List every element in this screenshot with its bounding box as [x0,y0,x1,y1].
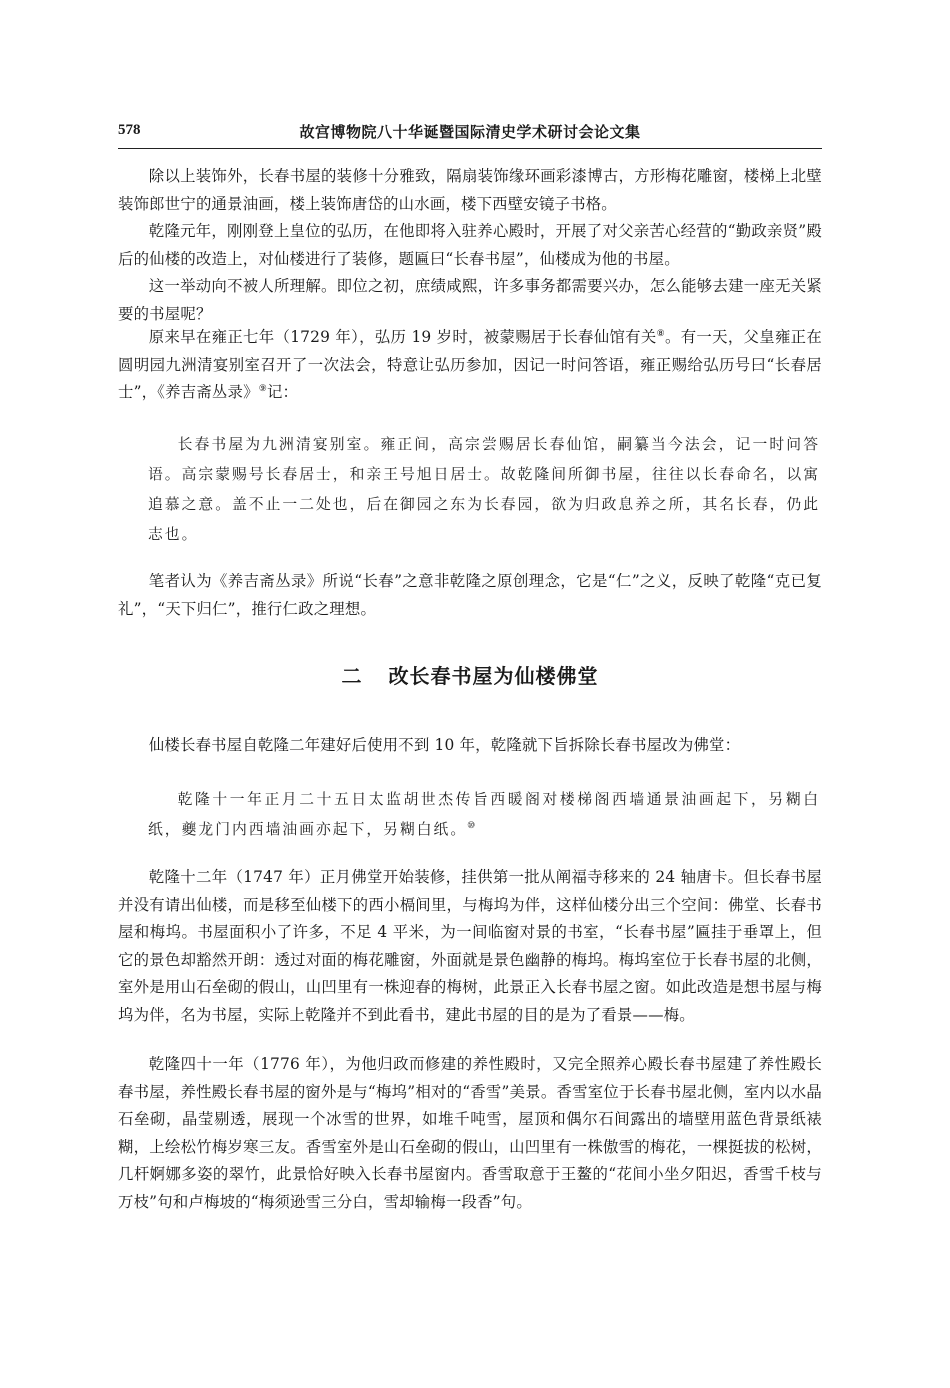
paragraph-decoration: 除以上装饰外，长春书屋的装修十分雅致，隔扇装饰缘环画彩漆博古，方形梅花雕窗，楼梯上北壁装饰郎世宁的通景油画，楼上装饰唐岱的山水画，楼下西壁安镜子书格。 [118,167,822,213]
paragraph-xiangxue: 乾隆四十一年（1776 年），为他归政而修建的养性殿时，又完全照养心殿长春书屋建了养性殿长春书屋，养性殿长春书屋的窗外是与“梅坞”相对的“香雪”美景。香雪室位于长春书屋北侧，室内以水晶石垒砌，晶莹剔透，展现一个冰雪的世界，如堆千吨雪，屋顶和偶尔石间露出的墙壁用蓝色背景纸裱糊，上绘松竹梅岁寒三友。香雪室外是山石垒砌的假山，山凹里有一株傲雪的梅花，一棵挺拔的松树，几杆婀娜多姿的翠竹，此景恰好映入长春书屋窗内。香雪取意于王鳌的“花间小坐夕阳迟，香雪千枝与万枝”句和卢梅坡的“梅须逊雪三分白，雪却输梅一段香”句。 [118,1055,822,1211]
paragraph-section-intro: 仙楼长春书屋自乾隆二年建好后使用不到 10 年，乾隆就下旨拆除长春书屋改为佛堂： [148,736,741,754]
section-number: 二 [341,664,363,688]
page-header [118,118,822,149]
section-title: 改长春书屋为仙楼佛堂 [388,664,599,688]
paragraph-origin-text: 原来早在雍正七年（1729 年），弘历 19 岁时，被蒙赐居于长春仙馆有关 [148,328,657,346]
paragraph-origin-end: 记： [266,383,299,401]
footnote-ref-10: ⑩ [467,821,478,832]
section-heading [118,660,822,689]
paragraph-origin-rest: 。有一天，父皇雍正在圆明园九洲清宴别室召开了一次法会，特意让弘历参加，因记一时问答语，雍正赐给弘历号曰“长春居士”，《养吉斋丛录》 [118,328,822,401]
block-quote-edict [148,785,820,845]
block-quote-edict-text: 乾隆十一年正月二十五日太监胡世杰传旨西暖阁对楼梯阁西墙通景油画起下，另糊白纸，夔龙门内西墙油画亦起下，另糊白纸。 [148,791,820,838]
page-number: 578 [118,122,141,138]
paragraph-buddhist-hall: 乾隆十二年（1747 年）正月佛堂开始装修，挂供第一批从阐福寺移来的 24 轴唐卡。但长春书屋并没有请出仙楼，而是移至仙楼下的西小槅间里，与梅坞为伴，这样仙楼分出三个空间：佛堂、长春书屋和梅坞。书屋面积小了许多，不足 4 平米，为一间临窗对景的书室，“长春书屋”匾挂于垂罩上，但它的景色却豁然开朗：透过对面的梅花雕窗，外面就是景色幽静的梅坞。梅坞室位于长春书屋的北侧，室外是用山石垒砌的假山，山凹里有一株迎春的梅树，此景正入长春书屋之窗。如此改造是想书屋与梅坞为伴，名为书屋，实际上乾隆并不到此看书，建此书屋的目的是为了看景——梅。 [118,868,822,1024]
block-quote-yangjizhai: 长春书屋为九洲清宴别室。雍正间，高宗尝赐居长春仙馆，嗣纂当今法会，记一时问答语。高宗蒙赐号长春居士，和亲王号旭日居士。故乾隆间所御书屋，往往以长春命名，以寓追慕之意。盖不止一二处也，后在御园之东为长春园，欲为归政息养之所，其名长春，仍此志也。 [148,436,820,543]
paragraph-author-view: 笔者认为《养吉斋丛录》所说“长春”之意非乾隆之原创理念，它是“仁”之义，反映了乾隆“克已复礼”，“天下归仁”，推行仁政之理想。 [118,572,822,618]
footnote-ref-8: ⑧ [656,328,665,339]
paragraph-origin [118,324,822,407]
footnote-ref-9: ⑨ [258,383,267,394]
paragraph-misunderstood: 这一举动向不被人所理解。即位之初，庶绩咸熙，许多事务都需要兴办，怎么能够去建一座无关紧要的书屋呢？ [118,277,822,323]
running-title: 故宫博物院八十华诞暨国际清史学术研讨会论文集 [299,123,641,141]
paragraph-qianlong-first-year: 乾隆元年，刚刚登上皇位的弘历，在他即将入驻养心殿时，开展了对父亲苦心经营的“勤政亲贤”殿后的仙楼的改造上，对仙楼进行了装修，题匾曰“长春书屋”，仙楼成为他的书屋。 [118,222,822,268]
